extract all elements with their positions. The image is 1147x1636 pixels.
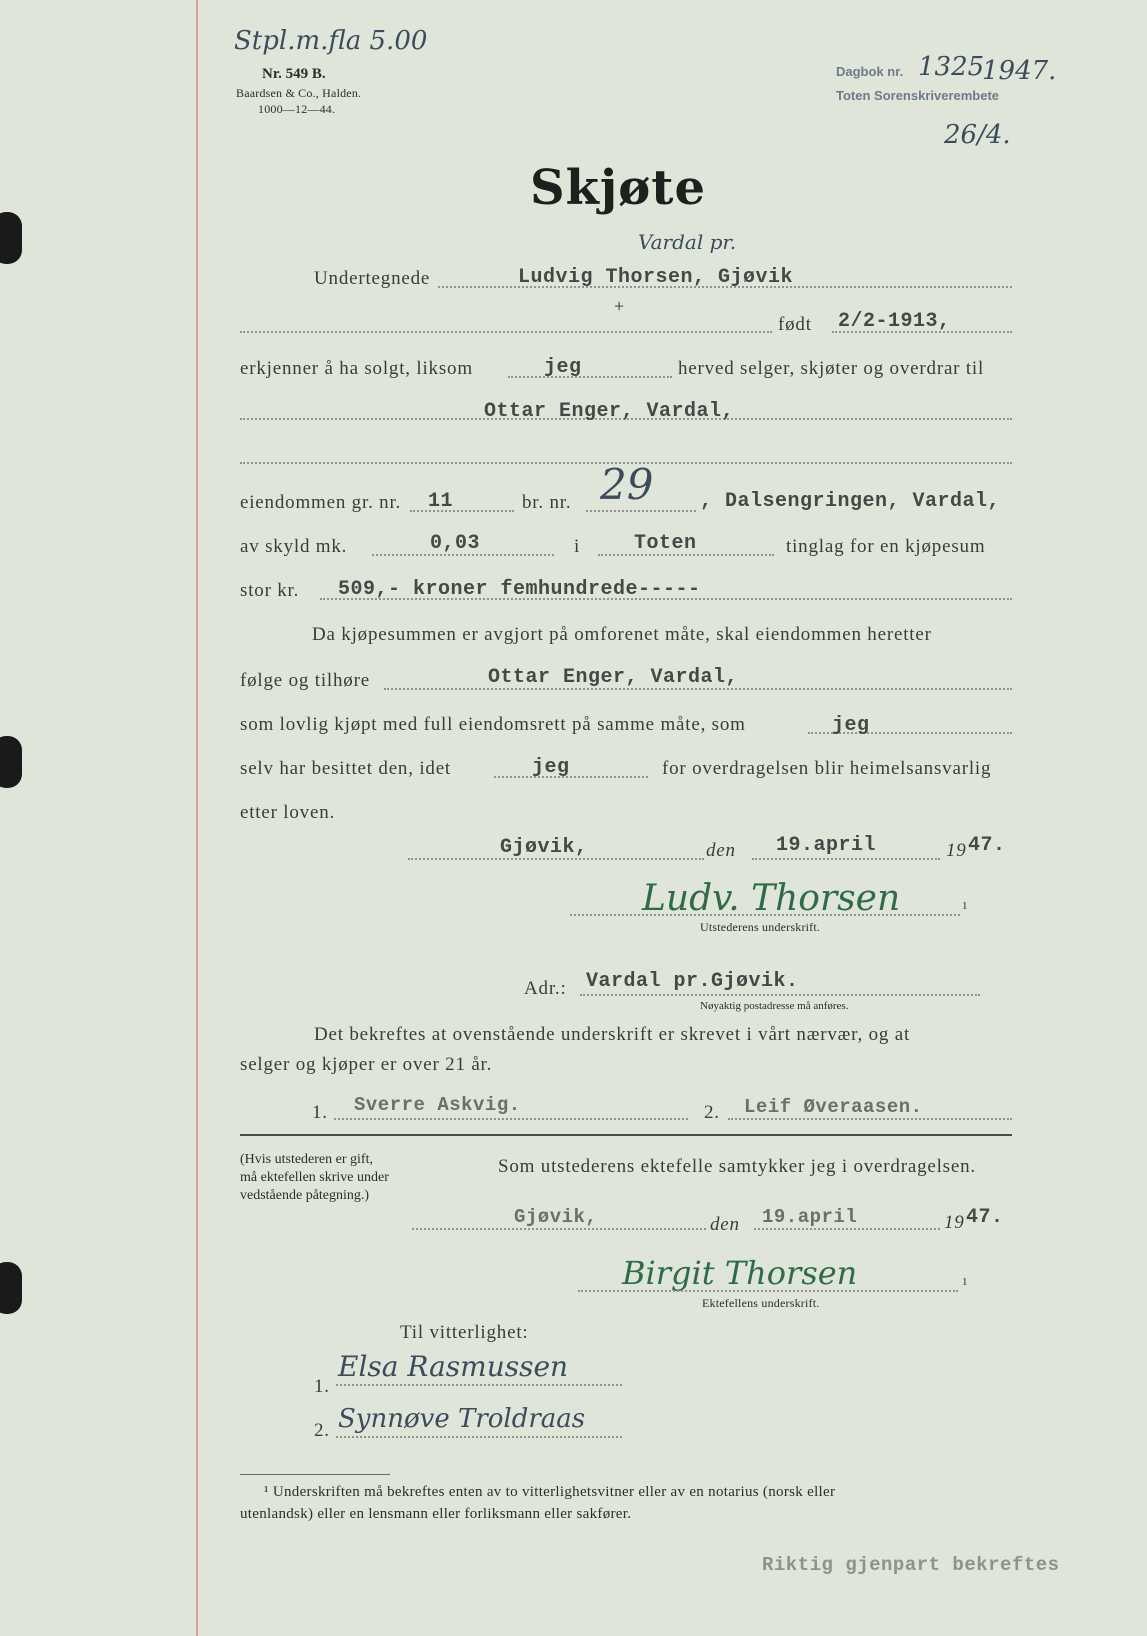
witness-a-signature: Elsa Rasmussen [338,1350,569,1383]
witness-line1: Det bekreftes at ovenstående underskrift er skrevet i vårt nærvær, og at [314,1024,911,1045]
skyld-value: 0,03 [430,532,481,555]
document-title: Skjøte [530,160,707,216]
signature-caption: Utstederens underskrift. [700,920,821,934]
stamp-dagbok-label: Dagbok nr. [836,64,904,79]
gnr-label: eiendommen gr. nr. [240,492,402,513]
printer-name: Baardsen & Co., Halden. [236,86,362,100]
witness-b-num: 2. [314,1420,330,1441]
footnote-line1: ¹ Underskriften må bekreftes enten av to vitterlighetsvitner eller av en notarius (norsk eller [264,1484,836,1500]
spouse-signature-caption: Ektefellens underskrift. [702,1296,820,1310]
dotted-line [336,1384,622,1386]
hand-insert: Vardal pr. [638,230,737,254]
acknowledge-text: erkjenner å ha solgt, liksom [240,358,473,379]
witness2-name: Leif Øveraasen. [744,1096,923,1118]
dotted-line [754,1228,940,1230]
terms-line5: etter loven. [240,802,336,823]
witness1-name: Sverre Askvig. [354,1094,521,1116]
bnr-value: 29 [600,460,654,509]
stamp-number: 1325 [918,52,985,82]
dotted-line [336,1436,622,1438]
terms-line1: Da kjøpesummen er avgjort på omforenet måte, skal eiendommen heretter [312,624,932,645]
witness1-num: 1. [312,1102,328,1123]
dotted-line [578,1290,958,1292]
dotted-line [586,510,696,512]
terms-owner-label: følge og tilhøre [240,670,370,691]
spouse-place: Gjøvik, [514,1206,598,1228]
buyer-name: Ottar Enger, Vardal, [484,400,735,423]
punch-hole [0,736,22,788]
property-name: , Dalsengringen, Vardal, [700,490,1001,513]
convey-text: herved selger, skjøter og overdrar til [678,358,985,379]
price-label: stor kr. [240,580,300,601]
terms-line3: som lovlig kjøpt med full eiendomsrett på samme måte, som [240,714,746,735]
dotted-line [494,776,648,778]
dotted-line [570,914,960,916]
section-divider [240,1134,1012,1136]
seller-label: Undertegnede [314,268,431,289]
witness-line2: selger og kjøper er over 21 år. [240,1054,493,1075]
spouse-note-2: må ektefellen skrive under [240,1170,389,1185]
spouse-year-prefix: 19 [944,1212,965,1233]
dotted-line [410,510,514,512]
spouse-footnote-mark: 1 [962,1276,968,1288]
bnr-label: br. nr. [522,492,572,513]
born-label: født [778,314,812,335]
born-date: 2/2-1913, [838,310,951,333]
spouse-note-1: (Hvis utstederen er gift, [240,1152,373,1167]
sign-date: 19.april [776,834,877,857]
terms-pronoun-1: jeg [832,714,870,737]
stamp-date: 26/4. [944,120,1011,150]
sign-place: Gjøvik, [500,836,588,859]
tinglag-text: tinglag for en kjøpesum [786,536,986,557]
terms-owner-value: Ottar Enger, Vardal, [488,666,739,689]
witness-b-signature: Synnøve Troldraas [338,1404,586,1434]
address-value: Vardal pr.Gjøvik. [586,970,799,993]
dotted-line [508,376,672,378]
spouse-year: 47. [966,1206,1004,1229]
address-label: Adr.: [524,978,567,999]
gnr-value: 11 [428,490,454,513]
sign-den: den [706,840,736,861]
spouse-note-3: vedstående påtegning.) [240,1188,370,1203]
spouse-signature: Birgit Thorsen [622,1254,858,1292]
terms-line4-b: for overdragelsen blir heimelsansvarlig [662,758,992,779]
terms-pronoun-2: jeg [532,756,570,779]
seller-pronoun: jeg [544,356,582,379]
signature-footnote-mark: 1 [962,900,968,912]
i-label: i [574,536,581,557]
tinglag-value: Toten [634,532,697,555]
skyld-label: av skyld mk. [240,536,348,557]
footnote-rule [240,1474,390,1475]
dotted-line [580,994,980,996]
pencil-note: Stpl.m.fla 5.00 [234,26,428,56]
dotted-line [334,1118,688,1120]
certification-stamp: Riktig gjenpart bekreftes [762,1554,1060,1576]
witnesses-label: Til vitterlighet: [400,1322,529,1343]
dotted-line [752,858,940,860]
spouse-date: 19.april [762,1206,858,1228]
witness2-num: 2. [704,1102,720,1123]
punch-hole [0,1262,22,1314]
dotted-line [412,1228,706,1230]
print-code: 1000—12—44. [258,102,336,116]
punch-hole [0,212,22,264]
form-number: Nr. 549 B. [262,66,326,82]
dotted-line [728,1118,1012,1120]
spouse-den: den [710,1214,740,1235]
dotted-line [240,331,772,333]
witness-a-num: 1. [314,1376,330,1397]
sign-year-prefix: 19 [946,840,967,861]
spouse-consent: Som utstederens ektefelle samtykker jeg i overdragelsen. [498,1156,976,1177]
seller-signature: Ludv. Thorsen [642,878,901,919]
terms-line4-a: selv har besittet den, idet [240,758,452,779]
stamp-year: 1947. [982,56,1057,86]
caret-mark: + [614,296,625,316]
price-value: 509,- kroner femhundrede----- [338,578,701,601]
footnote-line2: utenlandsk) eller en lensmann eller forliksmann eller sakfører. [240,1506,632,1522]
margin-rule [196,0,198,1636]
sign-year: 47. [968,834,1006,857]
seller-name: Ludvig Thorsen, Gjøvik [518,266,794,289]
stamp-court: Toten Sorenskriverembete [836,88,1000,103]
address-note: Nøyaktig postadresse må anføres. [700,1000,849,1012]
